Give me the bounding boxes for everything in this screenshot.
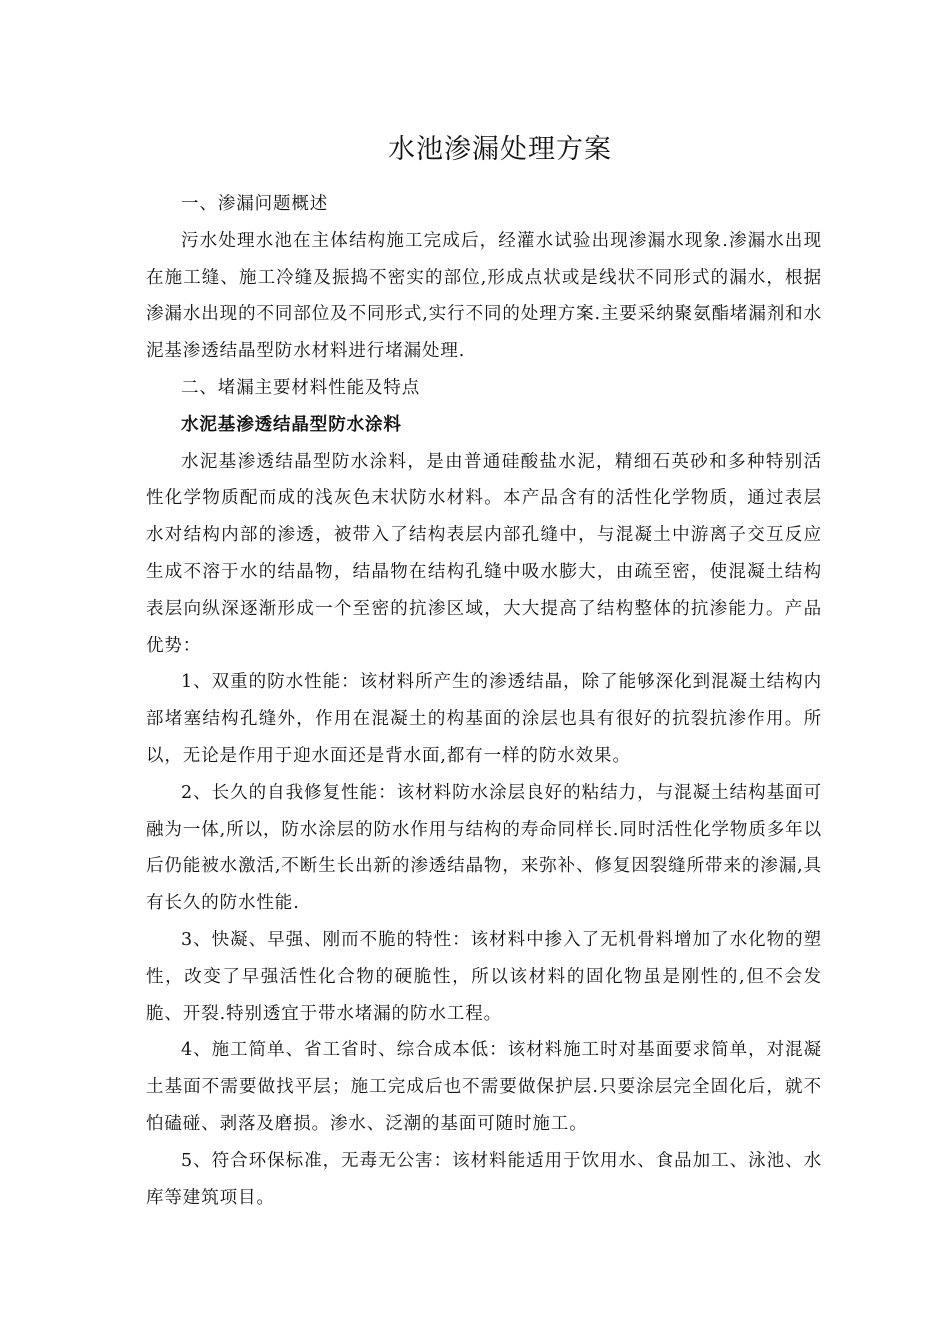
document-body xyxy=(146,186,822,1216)
paragraph-coating-description: 水泥基渗透结晶型防水涂料，是由普通硅酸盐水泥，精细石英砂和多种特别活性化学物质配而成的浅灰色末状防水材料。本产品含有的活性化学物质，通过表层水对结构内部的渗透，被带入了结构表层内部孔缝中，与混凝土中游离子交互反应生成不溶于水的结晶物，结晶物在结构孔缝中吸水膨大，由疏至密，使混凝土结构表层向纵深逐渐形成一个至密的抗渗区域，大大提高了结构整体的抗渗能力。产品优势： xyxy=(146,451,822,656)
section-heading-materials: 二、堵漏主要材料性能及特点 xyxy=(181,377,421,398)
advantage-item-5: 5、符合环保标准，无毒无公害：该材料能适用于饮用水、食品加工、泳池、水库等建筑项目。 xyxy=(146,1150,822,1208)
section-heading-overview: 一、渗漏问题概述 xyxy=(181,194,329,214)
advantage-item-3: 3、快凝、早强、刚而不脆的特性：该材料中掺入了无机骨料增加了水化物的塑性，改变了早强活性化合物的硬脆性，所以该材料的固化物虽是刚性的,但不会发脆、开裂.特别透宜于带水堵漏的防水工程。 xyxy=(146,929,822,1024)
advantage-item-1: 1、双重的防水性能：该材料所产生的渗透结晶，除了能够深化到混凝土结构内部堵塞结构孔缝外，作用在混凝土的构基面的涂层也具有很好的抗裂抗渗作用。所以，无论是作用于迎水面还是背水面,都有一样的防水效果。 xyxy=(146,672,822,766)
advantage-item-2: 2、长久的自我修复性能：该材料防水涂层良好的粘结力，与混凝土结构基面可融为一体,所以，防水涂层的防水作用与结构的寿命同样长.同时活性化学物质多年以后仍能被水激活,不断生长出新的渗透结晶物，来弥补、修复因裂缝所带来的渗漏,具有长久的防水性能. xyxy=(146,782,822,914)
advantage-item-4: 4、施工简单、省工省时、综合成本低：该材料施工时对基面要求简单，对混凝土基面不需要做找平层；施工完成后也不需要做保护层.只要涂层完全固化后，就不怕磕碰、剥落及磨损。渗水、泛潮的基面可随时施工。 xyxy=(146,1040,822,1134)
subheading-coating: 水泥基渗透结晶型防水涂料 xyxy=(181,414,402,435)
document-title: 水池渗漏处理方案 xyxy=(388,134,612,165)
paragraph-overview: 污水处理水池在主体结构施工完成后，经灌水试验出现渗漏水现象.渗漏水出现在施工缝、施工冷缝及振捣不密实的部位,形成点状或是线状不同形式的漏水，根据渗漏水出现的不同部位及不同形式,实行不同的处理方案.主要采纳聚氨酯堵漏剂和水泥基渗透结晶型防水材料进行堵漏处理. xyxy=(146,230,822,362)
